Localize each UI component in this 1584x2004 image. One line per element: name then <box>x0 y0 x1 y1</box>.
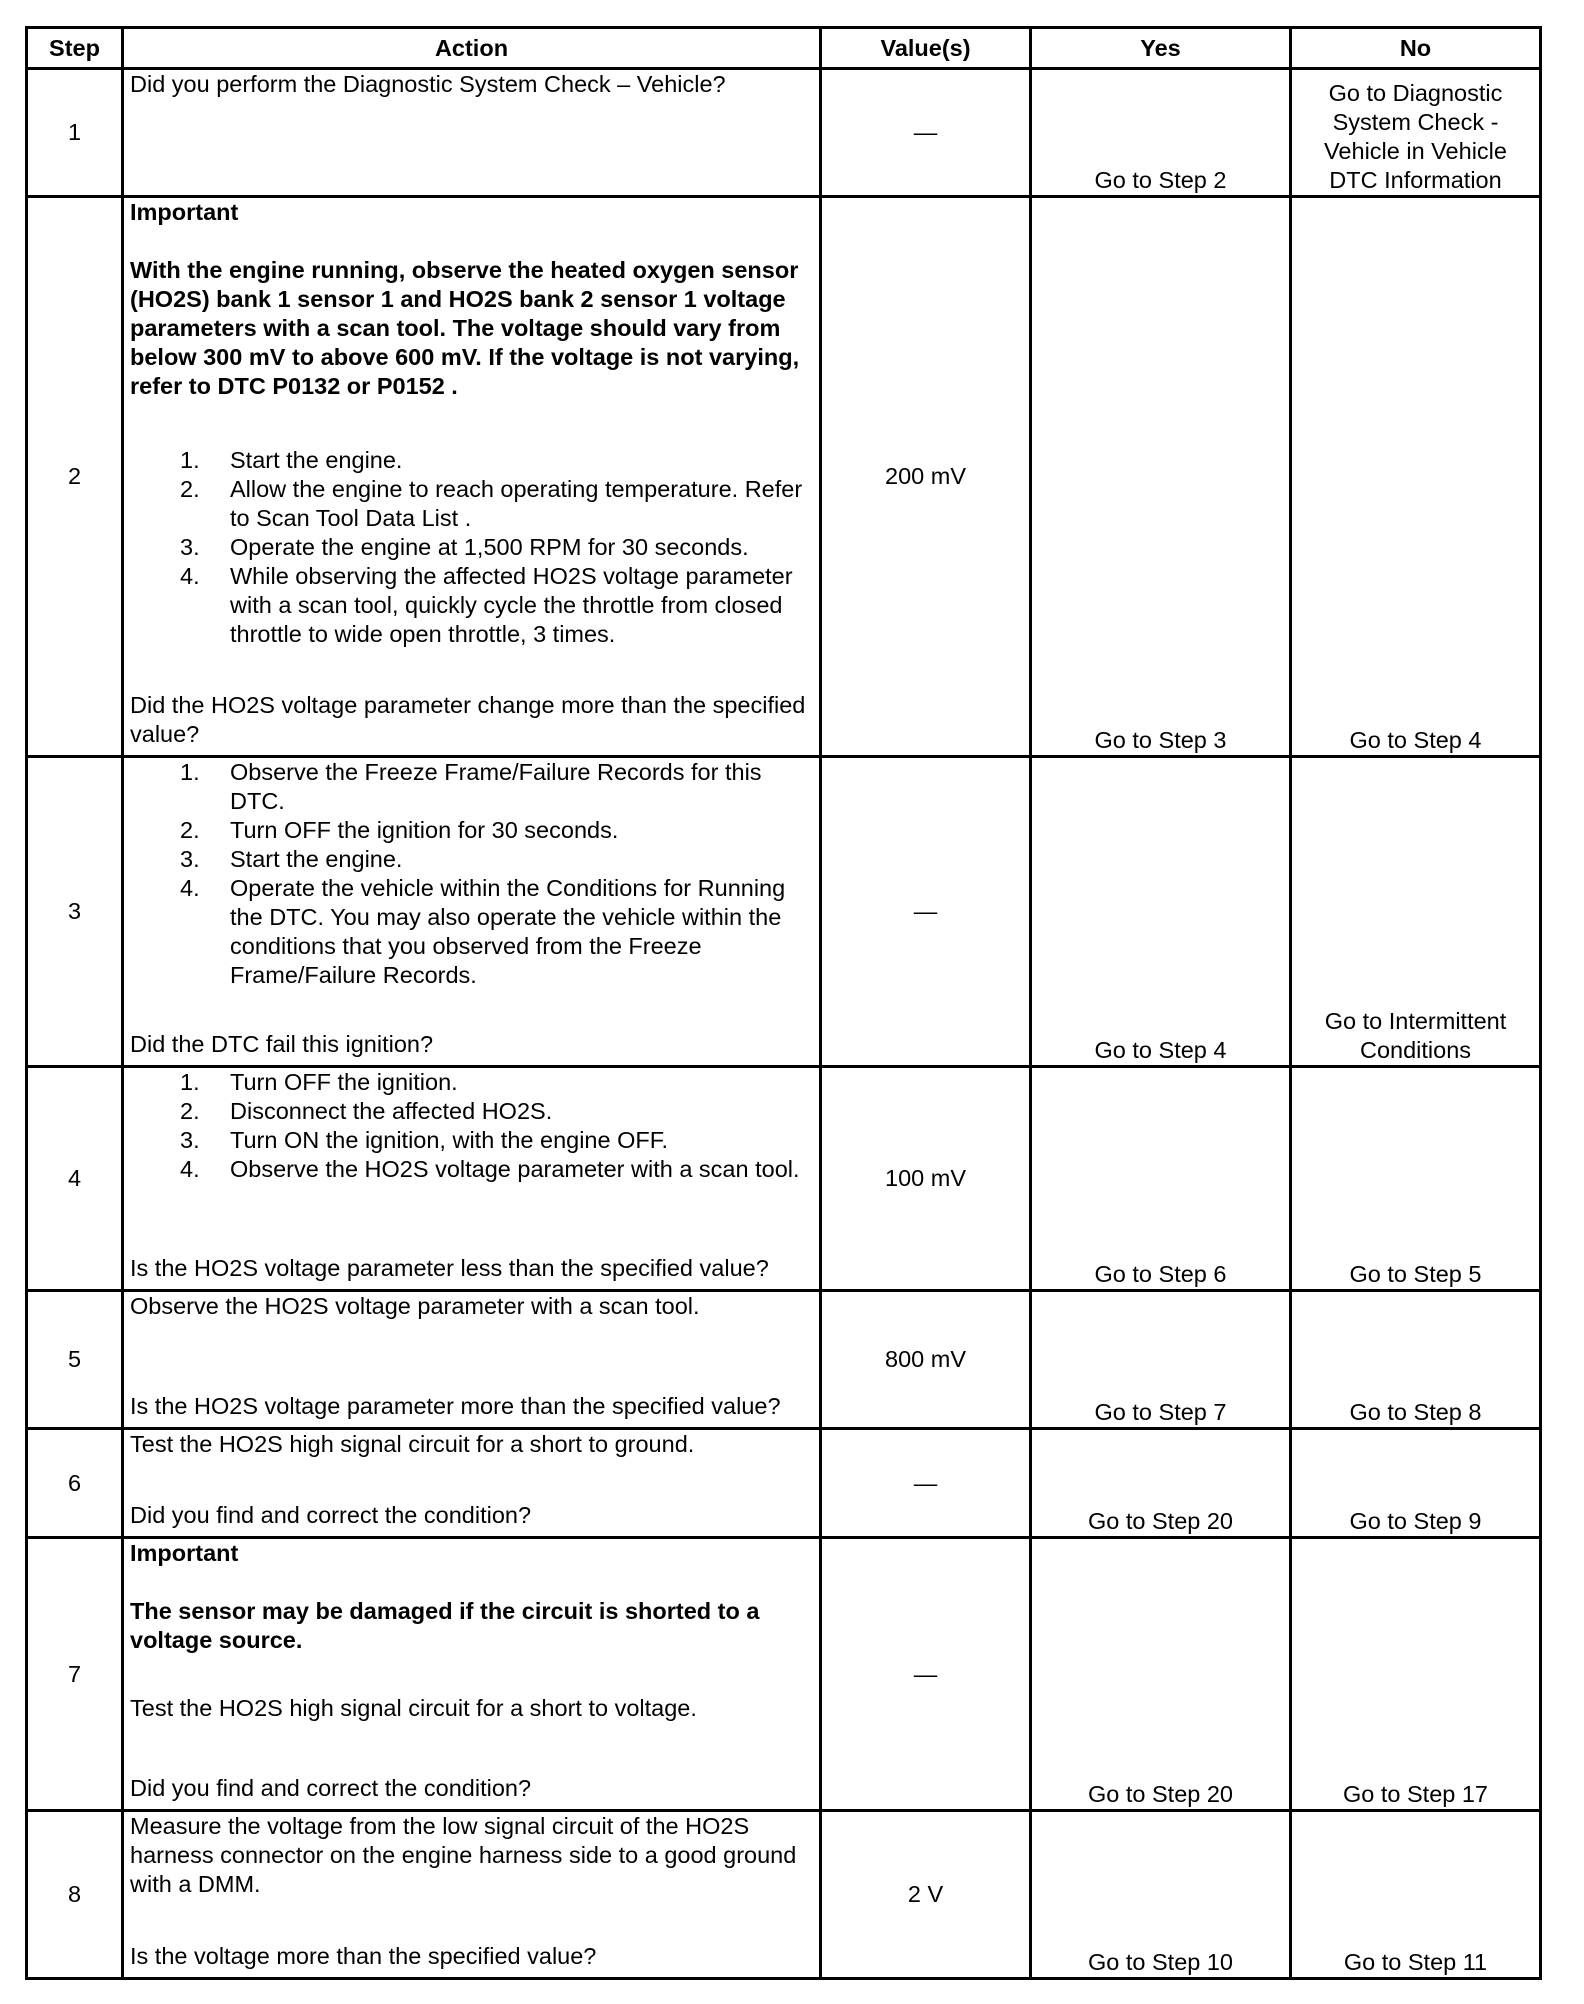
action-cell <box>123 1291 821 1429</box>
action-text: Observe the HO2S voltage parameter with a scan tool. <box>130 1293 700 1319</box>
list-item: 4. While observing the affected HO2S voltage parameter with a scan tool, quickly cycle the throttle from closed throttle to wide open throttle, 3 times. <box>180 563 793 647</box>
list-item: 1. Turn OFF the ignition. <box>180 1069 458 1095</box>
step-number: 7 <box>27 1538 123 1811</box>
list-item: 3. Turn ON the ignition, with the engine OFF. <box>180 1127 669 1153</box>
value-cell: 2 V <box>821 1811 1031 1979</box>
action-cell <box>123 1429 821 1538</box>
list-item: 2. Turn OFF the ignition for 30 seconds. <box>180 817 619 843</box>
question-text: Did the HO2S voltage parameter change more than the specified value? <box>130 692 806 747</box>
list-item: 1. Start the engine. <box>180 447 403 473</box>
question-text: Is the HO2S voltage parameter less than the specified value? <box>130 1255 769 1281</box>
yes-link[interactable]: Go to Step 2 <box>1031 69 1291 197</box>
step-number: 4 <box>27 1067 123 1291</box>
value-cell: 800 mV <box>821 1291 1031 1429</box>
value-cell: 200 mV <box>821 197 1031 757</box>
action-cell <box>123 197 821 757</box>
action-text: Test the HO2S high signal circuit for a short to voltage. <box>130 1695 697 1721</box>
action-cell <box>123 1538 821 1811</box>
action-cell <box>123 757 821 1067</box>
yes-link[interactable]: Go to Step 3 <box>1031 197 1291 757</box>
yes-link[interactable]: Go to Step 10 <box>1031 1811 1291 1979</box>
header-values: Value(s) <box>821 28 1031 69</box>
header-action: Action <box>123 28 821 69</box>
list-item: 2. Disconnect the affected HO2S. <box>180 1098 553 1124</box>
procedure-list <box>130 1068 813 1184</box>
header-row <box>27 28 1541 69</box>
question-text: Is the HO2S voltage parameter more than the specified value? <box>130 1393 781 1419</box>
table-row <box>27 1291 1541 1429</box>
step-number: 2 <box>27 197 123 757</box>
table-row <box>27 69 1541 197</box>
value-cell: — <box>821 757 1031 1067</box>
no-link[interactable]: Go to Step 8 <box>1291 1291 1541 1429</box>
header-step: Step <box>27 28 123 69</box>
no-link[interactable]: Go to Intermittent Conditions <box>1291 757 1541 1067</box>
header-no: No <box>1291 28 1541 69</box>
action-text: Measure the voltage from the low signal circuit of the HO2S harness connector on the engine harness side to a good ground with a DMM. <box>130 1813 797 1897</box>
step-number: 8 <box>27 1811 123 1979</box>
list-item: 4. Operate the vehicle within the Conditions for Running the DTC. You may also operate the vehicle within the conditions that you observed from the Freeze Frame/Failure Records. <box>180 875 786 988</box>
no-link[interactable]: Go to Step 5 <box>1291 1067 1541 1291</box>
table-row <box>27 757 1541 1067</box>
no-link[interactable]: Go to Step 9 <box>1291 1429 1541 1538</box>
procedure-list <box>130 446 813 649</box>
value-cell: — <box>821 69 1031 197</box>
no-link[interactable]: Go to Diagnostic System Check - Vehicle in Vehicle DTC Information <box>1291 69 1541 197</box>
yes-link[interactable]: Go to Step 20 <box>1031 1538 1291 1811</box>
action-text: Did you perform the Diagnostic System Check – Vehicle? <box>130 71 726 97</box>
question-text: Did the DTC fail this ignition? <box>130 1031 434 1057</box>
question-text: Did you find and correct the condition? <box>130 1502 532 1528</box>
important-heading: Important <box>130 1540 239 1566</box>
no-link[interactable]: Go to Step 11 <box>1291 1811 1541 1979</box>
step-number: 6 <box>27 1429 123 1538</box>
list-item: 1. Observe the Freeze Frame/Failure Records for this DTC. <box>180 759 762 814</box>
important-text: The sensor may be damaged if the circuit is shorted to a voltage source. <box>130 1598 760 1653</box>
header-yes: Yes <box>1031 28 1291 69</box>
yes-link[interactable]: Go to Step 20 <box>1031 1429 1291 1538</box>
question-text: Is the voltage more than the specified value? <box>130 1943 597 1969</box>
table-row <box>27 1538 1541 1811</box>
step-number: 1 <box>27 69 123 197</box>
table-row <box>27 197 1541 757</box>
list-item: 4. Observe the HO2S voltage parameter with a scan tool. <box>180 1156 800 1182</box>
yes-link[interactable]: Go to Step 6 <box>1031 1067 1291 1291</box>
action-text: Test the HO2S high signal circuit for a short to ground. <box>130 1431 695 1457</box>
list-item: 2. Allow the engine to reach operating temperature. Refer to Scan Tool Data List . <box>180 476 803 531</box>
step-number: 5 <box>27 1291 123 1429</box>
diagnostic-table <box>25 26 1542 1980</box>
value-cell: 100 mV <box>821 1067 1031 1291</box>
no-link[interactable]: Go to Step 17 <box>1291 1538 1541 1811</box>
table-row <box>27 1811 1541 1979</box>
action-cell <box>123 1811 821 1979</box>
value-cell: — <box>821 1429 1031 1538</box>
important-heading: Important <box>130 199 239 225</box>
procedure-list <box>130 758 813 990</box>
yes-link[interactable]: Go to Step 4 <box>1031 757 1291 1067</box>
action-cell <box>123 69 821 197</box>
step-number: 3 <box>27 757 123 1067</box>
table-row <box>27 1429 1541 1538</box>
list-item: 3. Start the engine. <box>180 846 403 872</box>
important-text: With the engine running, observe the heated oxygen sensor (HO2S) bank 1 sensor 1 and HO2S bank 2 sensor 1 voltage parameters with a scan tool. The voltage should vary from below 300 mV to above 600 mV. If the voltage is not varying, refer to DTC P0132 or P0152 . <box>130 257 800 399</box>
action-cell <box>123 1067 821 1291</box>
no-link[interactable]: Go to Step 4 <box>1291 197 1541 757</box>
table-row <box>27 1067 1541 1291</box>
value-cell: — <box>821 1538 1031 1811</box>
list-item: 3. Operate the engine at 1,500 RPM for 30 seconds. <box>180 534 749 560</box>
yes-link[interactable]: Go to Step 7 <box>1031 1291 1291 1429</box>
question-text: Did you find and correct the condition? <box>130 1775 532 1801</box>
